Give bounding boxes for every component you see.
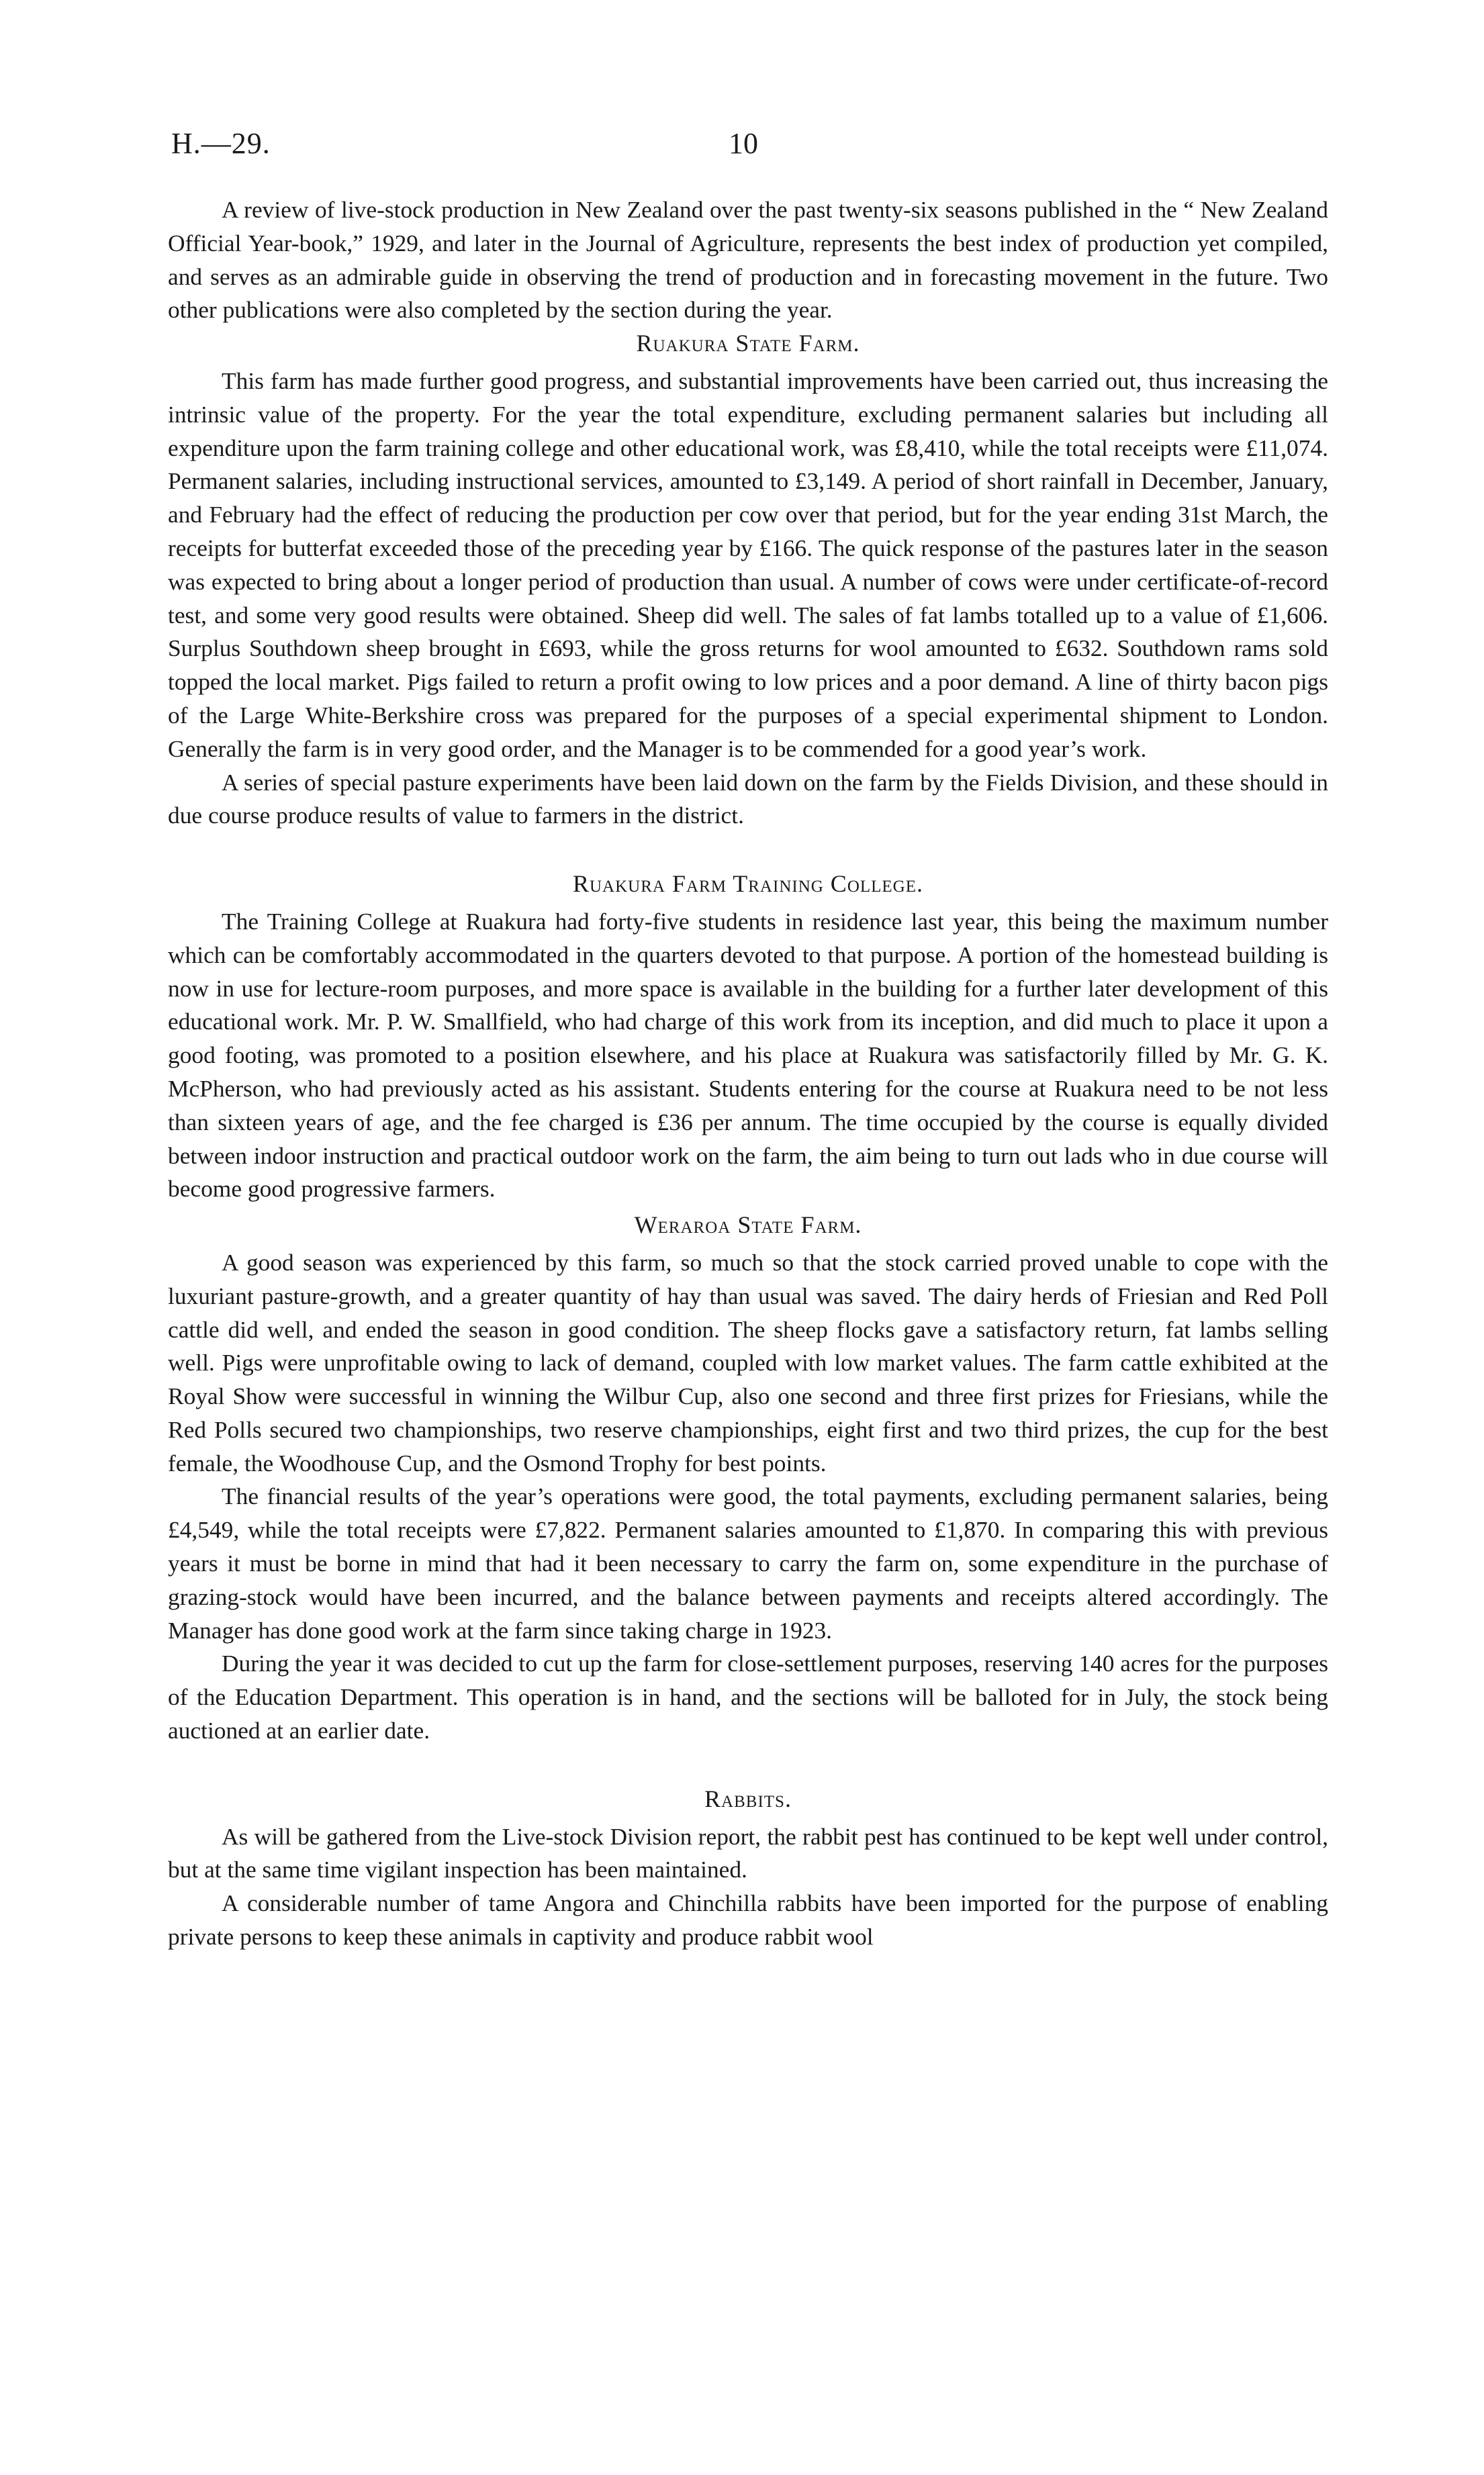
intro-paragraph: A review of live-stock production in New Zealand over the past twenty-six seasons published in the “ New Zealand Official Year-book,” 1929, and later in the Journal of Agriculture, represents the best index of production yet compiled, and serves as an admirable guide in observing the trend of production and in forecasting movement in the future. Two other publications were also completed by the section during the year. — [168, 196, 1328, 324]
page-body — [168, 193, 1328, 1954]
section-title-ruakura-state-farm: Ruakura State Farm. — [636, 330, 860, 357]
weraroa-farm-paragraph-2: The financial results of the year’s operations were good, the total payments, excluding permanent salaries, being £4,549, while the total receipts were £7,822. Permanent salaries amounted to £1,870. In comparing this with previous years it must be borne in mind that had it been necessary to carry the farm on, some expenditure in the purchase of grazing-stock would have been incurred, and the balance between payments and receipts altered accordingly. The Manager has done good work at the farm since taking charge in 1923. — [168, 1483, 1328, 1644]
rabbits-paragraph-1: As will be gathered from the Live-stock Division report, the rabbit pest has continued to be kept well under control, but at the same time vigilant inspection has been maintained. — [168, 1822, 1328, 1883]
weraroa-farm-paragraph-3: During the year it was decided to cut up the farm for close-settlement purposes, reserving 140 acres for the purposes of the Education Department. This operation is in hand, and the sections will be balloted for in July, the stock being auctioned at an earlier date. — [168, 1650, 1328, 1744]
ruakura-farm-paragraph-1: This farm has made further good progress, and substantial improvements have been carried out, thus increasing the intrinsic value of the property. For the year the total expenditure, excluding permanent salaries but including all expenditure upon the farm training college and other educational work, was £8,410, while the total receipts were £11,074. Permanent salaries, including instructional services, amounted to £3,149. A period of short rainfall in December, January, and February had the effect of reducing the production per cow over that period, but for the year ending 31st March, the receipts for butterfat exceeded those of the preceding year by £166. The quick response of the pastures later in the season was expected to bring about a longer period of production than usual. A number of cows were under certificate-of-record test, and some very good results were obtained. Sheep did well. The sales of fat lambs totalled up to a value of £1,606. Surplus Southdown sheep brought in £693, while the gross returns for wool amounted to £632. Southdown rams sold topped the local market. Pigs failed to return a profit owing to low prices and a poor demand. A line of thirty bacon pigs of the Large White-Berkshire cross was prepared for the purposes of a special experimental shipment to London. Generally the farm is in very good order, and the Manager is to be commended for a good year’s work. — [168, 367, 1328, 762]
document-reference: H.—29. — [171, 127, 271, 160]
page-number: 10 — [729, 127, 758, 160]
rabbits-paragraph-2: A considerable number of tame Angora and Chinchilla rabbits have been imported for the purpose of enabling private persons to keep these animals in captivity and produce rabbit wool — [168, 1889, 1328, 1951]
weraroa-farm-paragraph-1: A good season was experienced by this farm, so much so that the stock carried proved unable to cope with the luxuriant pasture-growth, and a greater quantity of hay than usual was saved. The dairy herds of Friesian and Red Poll cattle did well, and ended the season in good condition. The sheep flocks gave a satisfactory return, fat lambs selling well. Pigs were unprofitable owing to lack of demand, coupled with low market values. The farm cattle exhibited at the Royal Show were successful in winning the Wilbur Cup, also one second and three first prizes for Friesians, while the Red Polls secured two championships, two reserve championships, eight first and two third prizes, the cup for the best female, the Woodhouse Cup, and the Osmond Trophy for best points. — [168, 1248, 1328, 1477]
section-title-weraroa-state-farm: Weraroa State Farm. — [634, 1211, 862, 1239]
section-title-rabbits: Rabbits. — [704, 1785, 792, 1812]
section-title-ruakura-training-college: Ruakura Farm Training College. — [572, 870, 924, 898]
ruakura-college-paragraph-1: The Training College at Ruakura had forty-five students in residence last year, this being the maximum number which can be comfortably accommodated in the quarters devoted to that purpose. A portion of the homestead building is now in use for lecture-room purposes, and more space is available in the building for a further later development of this educational work. Mr. P. W. Smallfield, who had charge of this work from its inception, and did much to place it upon a good footing, was promoted to a position elsewhere, and his place at Ruakura was satisfactorily filled by Mr. G. K. McPherson, who had previously acted as his assistant. Students entering for the course at Ruakura need to be not less than sixteen years of age, and the fee charged is £36 per annum. The time occupied by the course is equally divided between indoor instruction and practical outdoor work on the farm, the aim being to turn out lads who in due course will become good progressive farmers. — [168, 907, 1328, 1203]
ruakura-farm-paragraph-2: A series of special pasture experiments have been laid down on the farm by the Fields Division, and these should in due course produce results of value to farmers in the district. — [168, 768, 1328, 829]
